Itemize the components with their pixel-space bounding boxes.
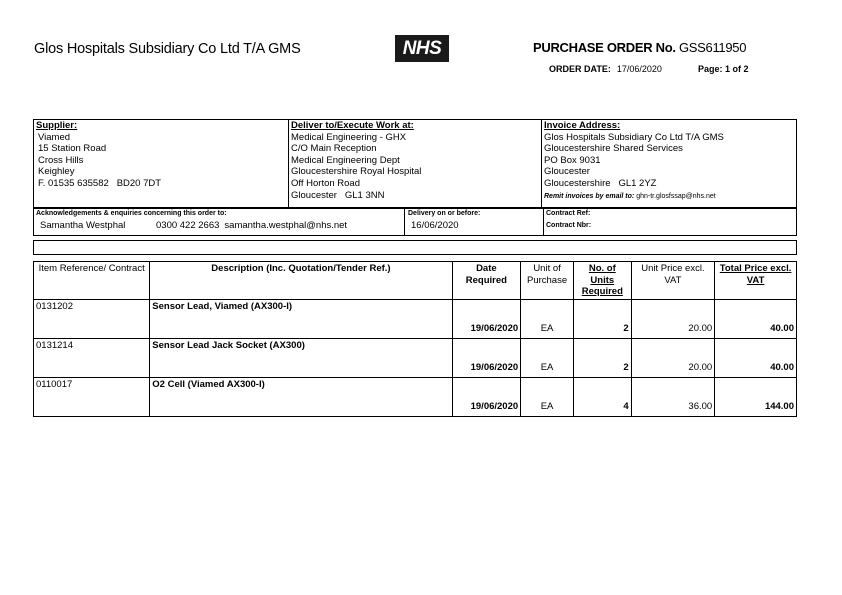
cell-ref xyxy=(34,377,150,416)
item-ref: 0110017 xyxy=(36,378,73,390)
col-header-ref: Item Reference/ Contract xyxy=(34,262,150,300)
supplier-line: Keighley xyxy=(38,166,75,178)
invoice-line: PO Box 9031 xyxy=(544,154,601,166)
deliver-to-line: Gloucester GL1 3NN xyxy=(291,189,385,201)
item-qty: 4 xyxy=(623,400,629,412)
item-total: 40.00 xyxy=(770,361,794,373)
page-number: Page: 1 of 2 xyxy=(698,64,749,74)
item-desc: Sensor Lead Jack Socket (AX300) xyxy=(152,339,305,351)
cell-ref xyxy=(34,338,150,377)
item-desc: Sensor Lead, Viamed (AX300-I) xyxy=(152,300,293,312)
col-header-price: Unit Price excl. VAT xyxy=(631,262,715,300)
supplier-line: Cross Hills xyxy=(38,154,84,166)
invoice-line: Gloucester xyxy=(544,166,590,178)
cell-date xyxy=(452,299,521,338)
invoice-label: Invoice Address: xyxy=(544,120,621,131)
invoice-block xyxy=(541,120,799,207)
item-desc: O2 Cell (Viamed AX300-I) xyxy=(152,378,265,390)
table-row xyxy=(34,299,797,338)
order-date-value: 17/06/2020 xyxy=(616,64,662,74)
po-number: GSS611950 xyxy=(678,40,747,55)
invoice-line: Gloucestershire Shared Services xyxy=(544,143,683,155)
table-header-row xyxy=(34,262,797,300)
item-ref: 0131214 xyxy=(36,339,73,351)
order-date xyxy=(549,64,662,74)
table-row xyxy=(34,377,797,416)
cell-date xyxy=(452,377,521,416)
delivery-date: 16/06/2020 xyxy=(411,220,459,231)
contract-block xyxy=(543,209,799,235)
address-section xyxy=(33,119,797,208)
supplier-line: Viamed xyxy=(38,131,71,143)
contact-email: samantha.westphal@nhs.net xyxy=(224,220,348,231)
item-price: 20.00 xyxy=(688,322,713,334)
cell-qty xyxy=(573,377,631,416)
cell-qty xyxy=(573,338,631,377)
item-price: 20.00 xyxy=(688,361,713,373)
acknowledgements-section xyxy=(33,208,797,236)
item-qty: 2 xyxy=(623,322,629,334)
cell-price xyxy=(631,299,715,338)
deliver-to-label: Deliver to/Execute Work at: xyxy=(291,120,414,131)
po-label: PURCHASE ORDER No. xyxy=(533,40,676,55)
remit-label: Remit invoices by email to: xyxy=(544,192,635,200)
cell-total xyxy=(715,377,797,416)
item-date: 19/06/2020 xyxy=(470,361,519,373)
item-price: 36.00 xyxy=(688,400,713,412)
item-total: 40.00 xyxy=(770,322,794,334)
table-row xyxy=(34,338,797,377)
supplier-label: Supplier: xyxy=(36,120,78,131)
enquiries-contact xyxy=(36,220,402,231)
delivery-label: Delivery on or before: xyxy=(408,210,481,217)
remit-info xyxy=(544,191,799,203)
cell-date xyxy=(452,338,521,377)
invoice-line: Glos Hospitals Subsidiary Co Ltd T/A GMS xyxy=(544,131,724,143)
nhs-logo: NHS xyxy=(395,35,449,62)
company-name: Glos Hospitals Subsidiary Co Ltd T/A GMS xyxy=(34,41,301,57)
cell-total xyxy=(715,299,797,338)
col-header-desc: Description (Inc. Quotation/Tender Ref.) xyxy=(150,262,452,300)
enquiries-label: Acknowledgements & enquiries concerning this order to: xyxy=(36,210,227,217)
item-date: 19/06/2020 xyxy=(470,322,519,334)
item-ref: 0131202 xyxy=(36,300,73,312)
col-header-total: Total Price excl. VAT xyxy=(715,262,797,300)
cell-uop xyxy=(521,338,574,377)
cell-price xyxy=(631,338,715,377)
deliver-to-line: Off Horton Road xyxy=(291,177,361,189)
deliver-to-line: Medical Engineering Dept xyxy=(291,154,400,166)
col-header-uop: Unit of Purchase xyxy=(521,262,574,300)
supplier-block xyxy=(36,120,286,207)
item-date: 19/06/2020 xyxy=(470,400,519,412)
contract-ref-label: Contract Ref: xyxy=(546,210,591,217)
cell-desc xyxy=(150,299,452,338)
supplier-line: F. 01535 635582 BD20 7DT xyxy=(38,177,162,189)
cell-uop xyxy=(521,377,574,416)
cell-ref xyxy=(34,299,150,338)
cell-uop xyxy=(521,299,574,338)
item-total: 144.00 xyxy=(764,400,794,412)
cell-price xyxy=(631,377,715,416)
deliver-to-line: Medical Engineering - GHX xyxy=(291,131,407,143)
supplier-line: 15 Station Road xyxy=(38,143,107,155)
col-header-date: Date Required xyxy=(452,262,521,300)
cell-total xyxy=(715,338,797,377)
po-title xyxy=(533,40,746,55)
cell-qty xyxy=(573,299,631,338)
contact-name: Samantha Westphal xyxy=(40,220,126,231)
order-date-label: ORDER DATE: xyxy=(549,64,611,74)
item-uop: EA xyxy=(540,400,554,412)
remit-email: ghn-tr.glosfssap@nhs.net xyxy=(636,192,716,200)
delivery-block xyxy=(404,209,546,235)
item-uop: EA xyxy=(540,361,554,373)
item-qty: 2 xyxy=(623,361,629,373)
cell-desc xyxy=(150,338,452,377)
deliver-to-block xyxy=(288,120,541,207)
contract-nbr-label: Contract Nbr: xyxy=(546,222,592,229)
deliver-to-line: C/O Main Reception xyxy=(291,143,377,155)
item-uop: EA xyxy=(540,322,554,334)
enquiries-block xyxy=(36,209,402,235)
col-header-qty: No. of Units Required xyxy=(573,262,631,300)
blank-row xyxy=(33,240,797,255)
invoice-line: Gloucestershire GL1 2YZ xyxy=(544,177,657,189)
contact-phone: 0300 422 2663 xyxy=(156,220,220,231)
cell-desc xyxy=(150,377,452,416)
deliver-to-line: Gloucestershire Royal Hospital xyxy=(291,166,422,178)
order-items-table xyxy=(33,261,797,417)
